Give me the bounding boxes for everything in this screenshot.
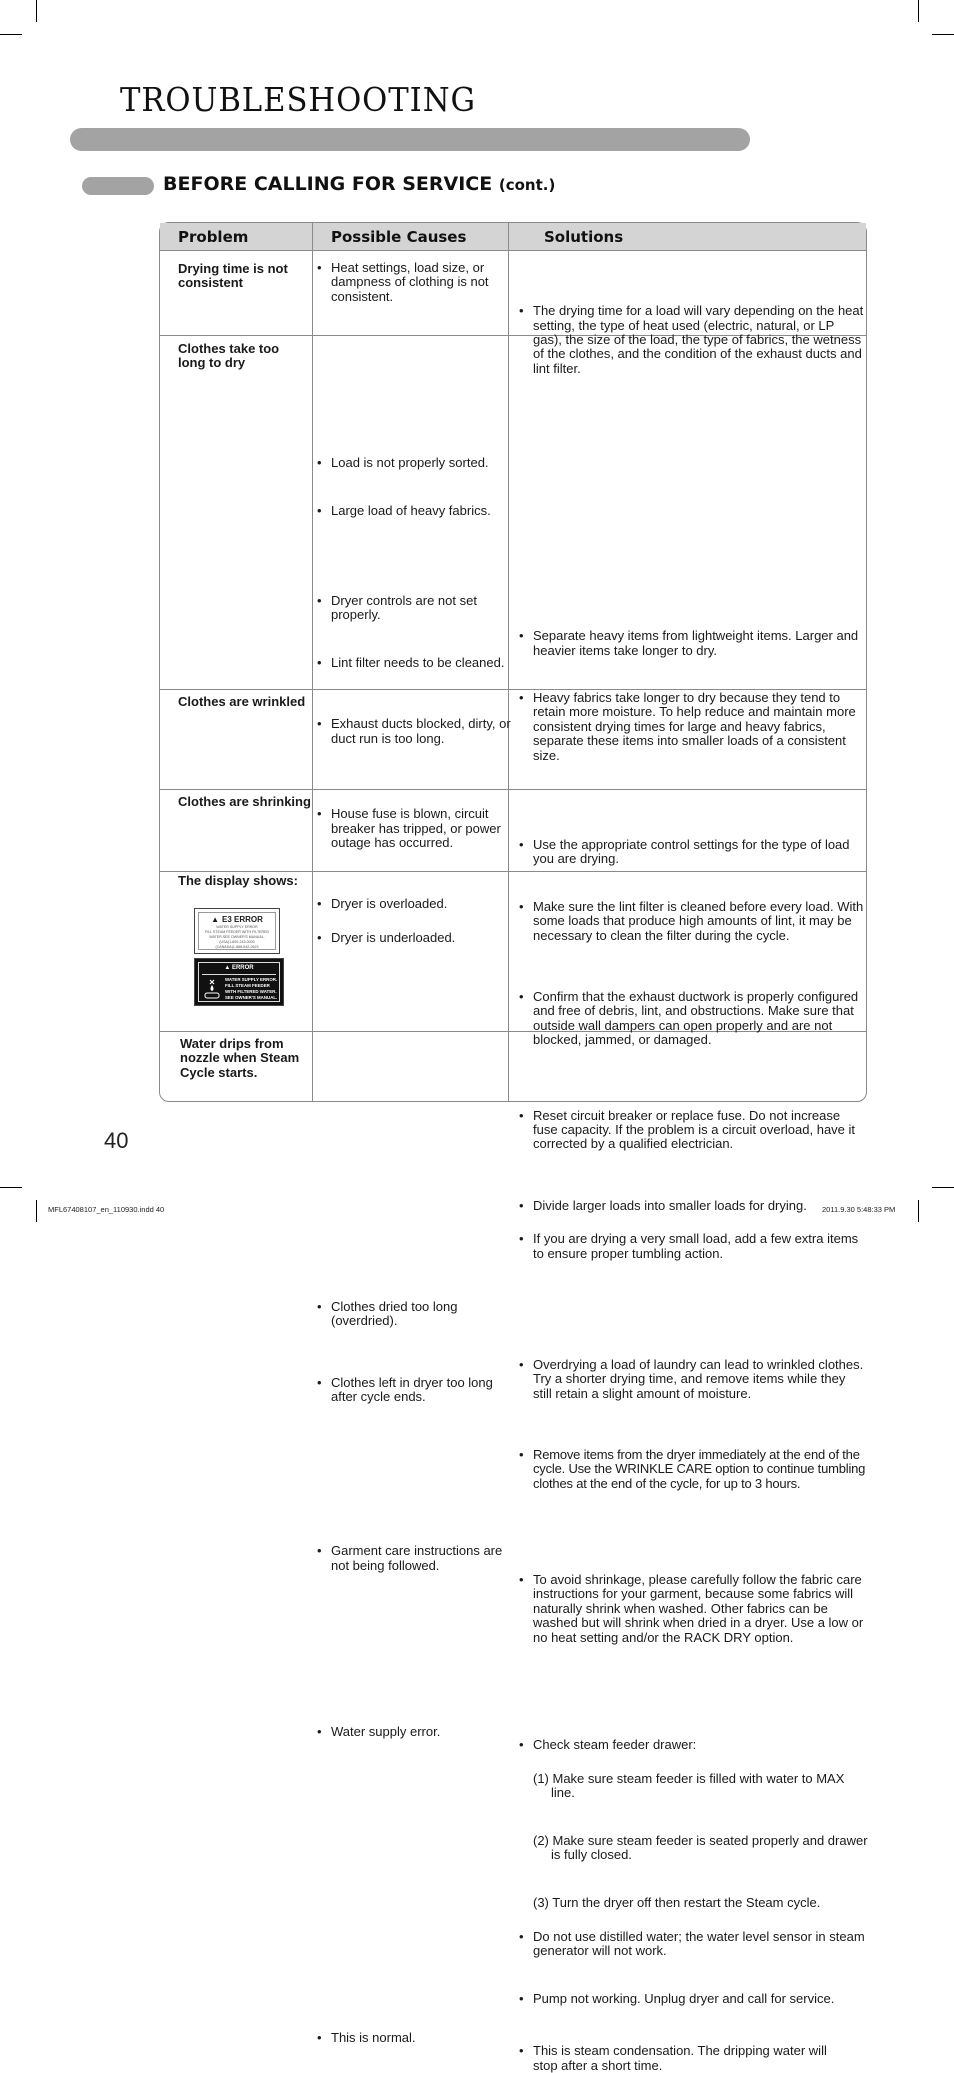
header-solutions: Solutions	[544, 228, 624, 246]
solution-subitem: (1) Make sure steam feeder is filled with water to MAX line.	[533, 1770, 845, 1801]
footer-timestamp: 2011.9.30 5:48:33 PM	[822, 1205, 896, 1214]
crop-mark	[0, 34, 22, 35]
problem-cell: Drying time is not consistent	[178, 261, 288, 291]
problem-cell: Water drips from nozzle when Steam Cycle starts.	[180, 1036, 300, 1080]
solution-subitem: (2) Make sure steam feeder is seated properly and drawer is fully closed.	[533, 1832, 868, 1862]
e3-error-line: WATER SUPPLY ERROR	[216, 925, 258, 929]
cause-item: • Dryer is overloaded.	[317, 897, 517, 911]
solution-item: • Do not use distilled water; the water level sensor in steam generator will not work.	[519, 1930, 865, 1959]
error-display-frame	[198, 962, 280, 1002]
crop-mark	[932, 34, 954, 35]
steam-feeder-icon	[203, 978, 221, 1000]
cause-item: • Load is not properly sorted.	[317, 456, 517, 470]
problem-cell: The display shows:	[178, 873, 298, 888]
cause-item: • Heat settings, load size, or dampness of clothing is not consistent.	[317, 261, 517, 304]
solution-item: • To avoid shrinkage, please carefully follow the fabric care instructions for your garment, because some fabrics will naturally shrink when washed. Other fabrics can be washed but will shrink when dried in a dryer. Use a low or no heat setting and/or the RACK DRY option.	[519, 1573, 865, 1645]
solution-item: • Check steam feeder drawer:	[519, 1738, 865, 1752]
solution-item: • Pump not working. Unplug dryer and call for service.	[519, 1992, 865, 2006]
section-pill	[82, 177, 154, 195]
cause-item: • Dryer is underloaded.	[317, 931, 517, 945]
error-display-line: WITH FILTERED WATER.	[225, 989, 277, 994]
e3-error-frame	[198, 912, 276, 950]
cause-item: • Lint filter needs to be cleaned.	[317, 656, 517, 670]
page-title: TROUBLESHOOTING	[120, 80, 476, 119]
problem-cell: Clothes are shrinking	[178, 794, 311, 809]
cause-item: • Water supply error.	[317, 1725, 517, 1739]
e3-error-title: E3 ERROR	[222, 915, 263, 924]
solution-item: • Confirm that the exhaust ductwork is properly configured and free of debris, lint, and obstructions. Make sure that outside wall dampers can open properly and are not blocked, jammed, or damaged.	[519, 990, 865, 1048]
table-header	[160, 223, 866, 251]
footer-file-info: MFL67408107_en_110930.indd 40	[48, 1205, 165, 1214]
column-divider	[312, 223, 313, 1101]
solution-item: • Separate heavy items from lightweight items. Larger and heavier items take longer to dry.	[519, 629, 865, 658]
cause-item: • Dryer controls are not set properly.	[317, 594, 517, 623]
header-problem: Problem	[178, 228, 249, 246]
crop-mark	[932, 1187, 954, 1188]
solution-item: • This is steam condensation. The dripping water will stop after a short time.	[519, 2044, 833, 2073]
problem-cell: Clothes are wrinkled	[178, 694, 306, 709]
solution-item: • Use the appropriate control settings for the type of load you are drying.	[519, 838, 865, 867]
cause-item: • Exhaust ducts blocked, dirty, or duct run is too long.	[317, 717, 517, 746]
solution-item: • If you are drying a very small load, add a few extra items to ensure proper tumbling action.	[519, 1232, 865, 1261]
error-display	[194, 958, 284, 1006]
error-display-line: SEE OWNER'S MANUAL.	[225, 995, 278, 1000]
e3-error-line: WATER.SEE OWNER'S MANUAL.	[209, 935, 265, 939]
cause-item: • House fuse is blown, circuit breaker has tripped, or power outage has occurred.	[317, 807, 517, 850]
row-divider	[160, 789, 866, 790]
error-display-line: FILL STEAM FEEDER	[225, 983, 270, 988]
e3-error-line: (CANADA)1-888-542-2623	[215, 945, 259, 949]
cause-item: • Garment care instructions are not being followed.	[317, 1544, 517, 1573]
solution-item: • Overdrying a load of laundry can lead to wrinkled clothes. Try a shorter drying time, and remove items while they still retain a slight amount of moisture.	[519, 1358, 865, 1401]
crop-mark	[36, 1200, 37, 1222]
e3-error-title-row	[199, 915, 275, 925]
solution-item: • Reset circuit breaker or replace fuse. Do not increase fuse capacity. If the problem is a circuit overload, have it corrected by a qualified electrician.	[519, 1109, 865, 1152]
page-number: 40	[104, 1128, 129, 1153]
error-display-line: WATER SUPPLY ERROR.	[225, 977, 278, 982]
problem-cell: Clothes take too long to dry	[178, 341, 280, 371]
e3-error-line: FILL STEAM FEEDER WITH FILTERED	[204, 930, 270, 934]
solution-item: • Remove items from the dryer immediately at the end of the cycle. Use the WRINKLE CARE option to continue tumbling clothes at the end of the cycle, for up to 3 hours.	[519, 1448, 869, 1491]
solution-item: • The drying time for a load will vary depending on the heat setting, the type of heat used (electric, natural, or LP gas), the size of the load, the type of fabrics, the wetness of the clothes, and the condition of the exhaust ducts and lint filter.	[519, 304, 865, 376]
error-display-rule	[202, 974, 276, 975]
title-bar	[70, 128, 750, 151]
crop-mark	[918, 0, 919, 22]
crop-mark	[918, 1200, 919, 1222]
section-suffix: (cont.)	[498, 176, 556, 194]
cause-item: • Clothes left in dryer too long after cycle ends.	[317, 1376, 517, 1405]
error-display-title-row	[199, 965, 279, 971]
section-heading	[163, 173, 555, 195]
e3-error-display	[194, 908, 280, 954]
cause-item: • Clothes dried too long (overdried).	[317, 1300, 517, 1329]
section-title: BEFORE CALLING FOR SERVICE	[163, 173, 493, 195]
solution-item: • Divide larger loads into smaller loads for drying.	[519, 1199, 865, 1213]
error-display-title: ERROR	[231, 965, 254, 971]
crop-mark	[0, 1187, 22, 1188]
warning-icon: ▲	[224, 965, 232, 971]
solution-subitem: (3) Turn the dryer off then restart the Steam cycle.	[533, 1895, 821, 1911]
e3-error-line: (USA)1-800-243-0000	[219, 940, 255, 944]
cause-item: • This is normal.	[317, 2031, 517, 2045]
header-causes: Possible Causes	[331, 228, 467, 246]
row-divider	[160, 871, 866, 872]
cause-item: • Large load of heavy fabrics.	[317, 504, 517, 518]
solution-item: • Heavy fabrics take longer to dry because they tend to retain more moisture. To help reduce and maintain more consistent drying times for large and heavy fabrics, separate these items into smaller loads of a consistent size.	[519, 691, 865, 763]
warning-icon: ▲	[211, 915, 219, 924]
crop-mark	[36, 0, 37, 22]
solution-item: • Make sure the lint filter is cleaned before every load. With some loads that produce high amounts of lint, it may be necessary to clean the filter during the cycle.	[519, 900, 865, 943]
